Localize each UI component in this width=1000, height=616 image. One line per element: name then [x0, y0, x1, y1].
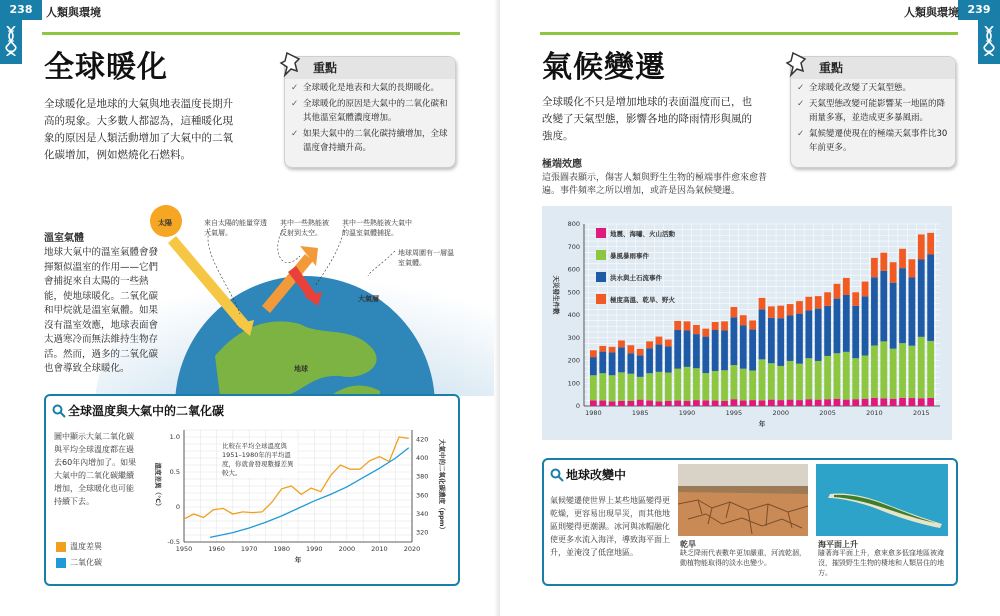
bar-segment-2 — [824, 306, 831, 356]
bar-segment-2 — [880, 271, 887, 342]
page-number-right: 239 — [958, 0, 1000, 20]
dna-icon — [983, 26, 995, 56]
bar-segment-0 — [712, 401, 719, 406]
bar-segment-2 — [852, 306, 859, 358]
bar-segment-1 — [768, 363, 775, 399]
legend-label: 地震、海嘯、火山活動 — [610, 230, 675, 238]
bar-segment-3 — [852, 292, 859, 306]
bar-segment-3 — [618, 340, 625, 347]
y-tick-label: 200 — [567, 356, 580, 365]
bar-segment-0 — [693, 400, 700, 406]
bar-segment-3 — [590, 350, 597, 357]
legend-swatch — [596, 228, 606, 238]
bar-segment-1 — [599, 373, 606, 400]
bar-segment-2 — [702, 337, 709, 373]
bar-segment-0 — [646, 401, 653, 406]
bar-segment-3 — [815, 296, 822, 309]
page-number-left: 238 — [0, 0, 42, 20]
bar-segment-1 — [693, 368, 700, 400]
x-tick-label: 1990 — [306, 545, 323, 553]
bar-segment-2 — [665, 346, 672, 372]
sun-label: 太陽 — [158, 219, 172, 227]
bar-segment-1 — [787, 361, 794, 400]
bar-segment-3 — [927, 233, 934, 255]
bar-segment-0 — [843, 400, 850, 406]
bar-segment-2 — [796, 314, 803, 364]
key-point-item: ✓ 全球暖化是地表和大氣的長期暖化。 — [289, 81, 449, 95]
note-layer: 地球周圍有一層溫室氣體。 — [398, 249, 454, 267]
x-tick-label: 2020 — [403, 545, 421, 553]
bar-segment-2 — [768, 318, 775, 364]
key-point-item: ✓ 全球暖化的原因是大氣中的二氧化碳和其他溫室氣體濃度增加。 — [289, 97, 449, 125]
y-tick-label: 1.0 — [169, 433, 180, 441]
bar-segment-0 — [796, 400, 803, 406]
drought-caption: 缺乏降雨代表數年更加嚴重，河流乾涸，動植物能取得的淡水也變少。 — [680, 549, 806, 567]
bar-segment-1 — [890, 349, 897, 399]
drought-photo — [678, 464, 808, 536]
x-tick-label: 1950 — [175, 545, 193, 553]
y2-tick-label: 360 — [416, 491, 429, 500]
bar-segment-0 — [590, 400, 597, 406]
bar-segment-3 — [862, 282, 869, 297]
bar-segment-0 — [674, 401, 681, 406]
y2-axis-title: 大氣中的二氧化碳濃度（ppm） — [438, 438, 446, 534]
bar-segment-3 — [777, 306, 784, 319]
bar-segment-3 — [796, 301, 803, 314]
bar-segment-3 — [768, 306, 775, 317]
header-rule-right — [540, 32, 958, 35]
bar-segment-3 — [702, 329, 709, 337]
bar-segment-0 — [777, 400, 784, 406]
y-tick-label: 800 — [567, 220, 580, 228]
dna-tab-right — [978, 20, 1000, 64]
x-tick-label: 1960 — [208, 545, 225, 553]
note-escape: 其中一些熱能被反射到太空。 — [280, 219, 329, 237]
bar-segment-0 — [599, 401, 606, 406]
section-label-right: 人類與環境 — [904, 6, 959, 19]
legend-swatch — [596, 294, 606, 304]
bar-segment-2 — [731, 317, 738, 365]
y-tick-label: 400 — [567, 311, 580, 319]
bar-segment-1 — [702, 373, 709, 400]
bar-segment-3 — [627, 345, 634, 353]
bar-segment-3 — [684, 321, 691, 330]
bar-segment-1 — [815, 361, 822, 400]
bar-segment-2 — [834, 299, 841, 354]
key-points-heading-right: 重點 — [791, 57, 955, 79]
key-points-heading-left: 重點 — [285, 57, 455, 79]
extreme-events-chart — [542, 206, 952, 440]
legend-co2-swatch — [56, 558, 66, 568]
legend-co2-label: 二氧化碳 — [70, 558, 102, 567]
bar-segment-1 — [805, 358, 812, 399]
bar-segment-3 — [609, 347, 616, 353]
sea-caption-title: 海平面上升 — [818, 540, 858, 549]
header-rule-left — [42, 32, 460, 35]
bar-segment-2 — [927, 254, 934, 340]
y-tick-label: 0.5 — [169, 468, 180, 476]
bar-segment-0 — [871, 398, 878, 406]
bar-segment-1 — [674, 369, 681, 401]
drought-caption-title: 乾旱 — [680, 540, 696, 549]
bar-segment-0 — [684, 401, 691, 406]
magnifier-icon — [550, 468, 564, 482]
changing-title: 地球改變中 — [566, 468, 627, 482]
bar-segment-3 — [834, 284, 841, 299]
bar-segment-3 — [918, 234, 925, 259]
legend-label: 極度高溫、乾旱、野火 — [610, 296, 675, 304]
key-points-box-left — [284, 56, 456, 168]
pushpin-icon — [785, 49, 811, 79]
y2-tick-label: 400 — [416, 454, 429, 462]
extreme-heading: 極端效應 — [542, 159, 582, 170]
bar-segment-2 — [618, 347, 625, 372]
bar-segment-1 — [712, 371, 719, 401]
bar-segment-3 — [656, 337, 663, 345]
bar-segment-3 — [890, 262, 897, 282]
bar-segment-2 — [740, 325, 747, 368]
bar-segment-2 — [759, 309, 766, 359]
bar-segment-1 — [927, 341, 934, 398]
page-title-right: 氣候變遷 — [542, 50, 666, 85]
bar-segment-0 — [815, 400, 822, 406]
intro-left: 全球暖化是地球的大氣與地表溫度長期升高的現象。大多數人都認為，這種暖化現象的原因是人類活動增加了大氣中的二氧化碳增加，例如燃燒化石燃料。 — [44, 98, 233, 161]
bar-segment-1 — [740, 369, 747, 401]
bar-segment-1 — [759, 359, 766, 400]
dna-tab-left — [0, 20, 22, 64]
bar-segment-0 — [731, 399, 738, 406]
y2-tick-label: 420 — [416, 435, 429, 444]
bar-segment-2 — [693, 334, 700, 368]
y-tick-label: 600 — [567, 265, 580, 274]
legend-swatch — [596, 272, 606, 282]
legend-temp-label: 溫度差異 — [70, 542, 102, 551]
bar-segment-0 — [805, 399, 812, 406]
bar-segment-2 — [609, 353, 616, 376]
bar-segment-2 — [815, 309, 822, 361]
bar-segment-1 — [684, 367, 691, 401]
x-tick-label: 2015 — [912, 409, 930, 417]
bar-segment-2 — [862, 296, 869, 355]
y2-tick-label: 380 — [416, 472, 429, 481]
bar-segment-3 — [674, 321, 681, 330]
bar-segment-0 — [927, 398, 934, 406]
bar-segment-3 — [899, 249, 906, 268]
page-title-left: 全球暖化 — [44, 50, 168, 85]
bar-segment-1 — [796, 364, 803, 400]
bar-segment-0 — [759, 400, 766, 406]
bar-segment-1 — [618, 372, 625, 400]
bar-segment-0 — [702, 400, 709, 406]
bar-segment-2 — [721, 330, 728, 370]
bar-segment-0 — [740, 401, 747, 406]
bar-segment-3 — [843, 278, 850, 295]
bar-segment-1 — [843, 352, 850, 400]
bar-segment-3 — [712, 322, 719, 330]
bar-segment-1 — [909, 346, 916, 398]
x-axis-title: 年 — [758, 420, 766, 428]
bar-segment-2 — [590, 357, 597, 375]
y-tick-label: 0 — [175, 503, 180, 511]
bar-segment-1 — [777, 366, 784, 400]
x-axis-title: 年 — [294, 556, 302, 564]
x-tick-label: 1995 — [725, 409, 743, 417]
bar-segment-3 — [759, 298, 766, 309]
temp-co2-description: 圖中顯示大氣二氧化碳與平均全球溫度都在過去60年內增加了。如果大氣中的二氧化碳繼續增加，全球暖化也可能持續下去。 — [54, 432, 137, 506]
bar-segment-3 — [880, 253, 887, 271]
bar-segment-3 — [721, 321, 728, 330]
bar-segment-2 — [656, 345, 663, 372]
bar-segment-1 — [731, 365, 738, 399]
bar-segment-0 — [721, 401, 728, 406]
bar-segment-1 — [871, 345, 878, 397]
bar-segment-2 — [871, 277, 878, 345]
bar-segment-1 — [749, 371, 756, 401]
extreme-text: 這張圖表顯示，傷害人類與野生生物的極端事件愈來愈普遍。事件頻率之所以增加，或許是因為氣候變遷。 — [542, 173, 768, 196]
bar-segment-3 — [805, 297, 812, 311]
bar-segment-1 — [627, 374, 634, 401]
bar-segment-2 — [637, 355, 644, 377]
bar-segment-2 — [918, 259, 925, 336]
x-tick-label: 1990 — [678, 409, 696, 417]
y-tick-label: 700 — [567, 242, 580, 251]
bar-segment-0 — [618, 401, 625, 406]
bar-segment-0 — [862, 399, 869, 406]
bar-segment-0 — [609, 401, 616, 406]
pushpin-icon — [279, 49, 305, 79]
x-tick-label: 2010 — [866, 409, 883, 417]
x-tick-label: 1970 — [240, 545, 258, 553]
bar-segment-2 — [777, 318, 784, 366]
bar-segment-1 — [824, 356, 831, 399]
y-tick-label: 500 — [567, 288, 580, 297]
bar-segment-1 — [862, 355, 869, 398]
bar-segment-0 — [637, 400, 644, 406]
dna-icon — [5, 26, 17, 56]
chart-note: 比較在平均全球溫度與1951–1980年的平均溫度，你就會發現數據差異較大。 — [222, 442, 298, 478]
bar-segment-2 — [899, 268, 906, 343]
bar-segment-3 — [637, 349, 644, 355]
x-tick-label: 1980 — [273, 545, 290, 553]
key-point-item: ✓ 氣候變遷使現在的極端天氣事件比30年前更多。 — [795, 127, 949, 155]
legend-label: 暴風暴雨事件 — [610, 252, 649, 260]
bar-segment-0 — [880, 398, 887, 406]
bar-segment-3 — [693, 325, 700, 334]
y-tick-label: -0.5 — [167, 538, 180, 546]
bar-segment-2 — [599, 352, 606, 374]
bar-segment-1 — [899, 343, 906, 398]
bar-segment-0 — [890, 399, 897, 406]
atmosphere-label: 大氣層 — [358, 295, 379, 303]
x-tick-label: 2000 — [338, 545, 356, 553]
bar-segment-2 — [627, 353, 634, 373]
bar-segment-3 — [731, 307, 738, 317]
bar-segment-3 — [871, 258, 878, 277]
legend-swatch — [596, 250, 606, 260]
sea-caption: 隨著海平面上升，愈來愈多低窪地區被淹沒，摧毀野生生物的棲地和人類居住的地方。 — [818, 549, 944, 577]
bar-segment-3 — [824, 292, 831, 306]
x-tick-label: 2010 — [371, 545, 388, 553]
section-label-left: 人類與環境 — [46, 6, 101, 19]
right-page — [500, 0, 1000, 616]
bar-segment-1 — [852, 358, 859, 399]
bar-segment-1 — [637, 377, 644, 400]
bar-segment-1 — [646, 373, 653, 400]
y-tick-label: 0 — [575, 402, 580, 410]
temp-co2-title: 全球溫度與大氣中的二氧化碳 — [68, 404, 225, 418]
changing-panel — [542, 458, 958, 586]
legend-temp-swatch — [56, 542, 66, 552]
island-photo — [816, 464, 948, 536]
bar-segment-2 — [843, 295, 850, 352]
intro-right: 全球暖化不只是增加地球的表面溫度而已，也改變了天氣型態，影響各地的降雨情形與風的強度。 — [542, 96, 752, 142]
changing-text: 氣候變遷使世界上某些地區變得更乾燥，更容易出現旱災，而其他地區則變得更潮濕。冰河與冰帽融化使更多水流入海洋，導致海平面上升，並淹沒了低窪地區。 — [550, 496, 670, 557]
bar-segment-2 — [749, 330, 756, 371]
bar-segment-3 — [599, 346, 606, 352]
key-points-box-right — [790, 56, 956, 168]
greenhouse-text: 地球大氣中的溫室氣體會發揮類似溫室的作用——它們會捕捉來自太陽的一些熱能，使地球暖化。二氧化碳和甲烷就是溫室氣體。如果沒有溫室效應，地球表面會太過寒冷而無法維持生物存活。然而，過多的二氧化碳也會導致全球暖化。 — [44, 247, 159, 374]
y-axis-title: 天災發生件數 — [552, 275, 560, 315]
bar-segment-2 — [890, 283, 897, 349]
x-tick-label: 2000 — [772, 409, 790, 417]
bar-segment-1 — [609, 375, 616, 401]
bar-segment-0 — [852, 399, 859, 406]
bar-segment-0 — [656, 401, 663, 406]
bar-segment-3 — [909, 259, 916, 277]
bar-segment-2 — [646, 348, 653, 373]
bar-segment-1 — [721, 370, 728, 401]
key-point-item: ✓ 全球暖化改變了天氣型態。 — [795, 81, 949, 95]
bar-segment-3 — [665, 340, 672, 347]
x-tick-label: 1980 — [585, 409, 602, 417]
bar-segment-0 — [824, 399, 831, 406]
bar-segment-0 — [749, 400, 756, 406]
bar-segment-1 — [656, 372, 663, 402]
bar-segment-2 — [674, 330, 681, 369]
bar-segment-2 — [805, 310, 812, 358]
x-tick-label: 1985 — [631, 409, 649, 417]
bar-segment-1 — [834, 353, 841, 399]
bar-segment-0 — [768, 400, 775, 406]
bar-segment-0 — [627, 401, 634, 406]
magnifier-icon — [52, 404, 66, 418]
bar-segment-0 — [918, 398, 925, 406]
y-axis-title: 溫度差異（°C） — [154, 462, 162, 510]
y2-tick-label: 340 — [416, 510, 429, 518]
bar-segment-2 — [787, 315, 794, 361]
bar-segment-3 — [749, 320, 756, 329]
bar-segment-0 — [909, 398, 916, 406]
note-trapped: 其中一些熱能被大氣中的溫室氣體捕捉。 — [342, 219, 412, 237]
note-sunlight: 來自太陽的能量穿透大氣層。 — [204, 219, 267, 237]
bar-segment-0 — [787, 400, 794, 406]
y-tick-label: 300 — [567, 333, 580, 342]
bar-segment-2 — [909, 277, 916, 345]
bar-segment-1 — [880, 341, 887, 398]
key-point-item: ✓ 天氣型態改變可能影響某一地區的降雨量多寡，並造成更多暴風雨。 — [795, 97, 949, 125]
bar-segment-3 — [787, 304, 794, 315]
earth-label: 地球 — [294, 365, 308, 373]
bar-segment-3 — [646, 341, 653, 348]
greenhouse-heading: 溫室氣體 — [44, 233, 84, 244]
x-tick-label: 2005 — [819, 409, 836, 417]
legend-label: 洪水與土石流事件 — [610, 274, 662, 282]
bar-segment-3 — [740, 315, 747, 325]
bar-segment-1 — [665, 373, 672, 401]
bar-segment-2 — [712, 330, 719, 371]
y2-tick-label: 320 — [416, 528, 429, 537]
bar-segment-0 — [899, 398, 906, 406]
temp-co2-panel — [44, 394, 460, 586]
bar-segment-0 — [665, 401, 672, 406]
y-tick-label: 100 — [567, 379, 580, 388]
key-point-item: ✓ 如果大氣中的二氧化碳持續增加，全球溫度會持續升高。 — [289, 127, 449, 155]
bar-segment-1 — [590, 375, 597, 400]
bar-segment-0 — [834, 399, 841, 406]
bar-segment-1 — [918, 337, 925, 398]
bar-segment-2 — [684, 330, 691, 366]
